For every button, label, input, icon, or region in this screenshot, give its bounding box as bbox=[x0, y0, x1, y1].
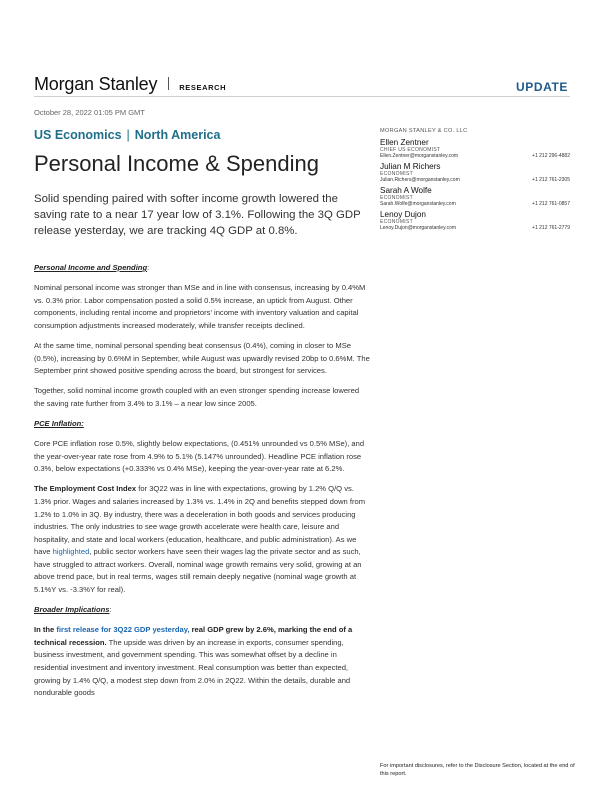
update-badge: UPDATE bbox=[515, 80, 568, 94]
eci-text-a: for 3Q22 was in line with expectations, growing by 1.2% Q/Q vs. 1.3% prior. Wages and salaries increased by 1.3% vs. 1.4% in 2Q and benefits stepped down from 1.2% to 1.0% in 3Q. By industry, there was a deceleration in both goods and services producing industries. The only industries to see wage growth accelerate were health care, leisure and hospitality, and state and local workers (education, healthcare, and public administration). As we have bbox=[34, 484, 366, 557]
heading-text: Broader Implications bbox=[34, 605, 110, 615]
section-heading-pce bbox=[34, 418, 370, 431]
contact-name: Lenoy Dujon bbox=[380, 210, 426, 219]
contact-sarah-wolfe bbox=[380, 186, 570, 207]
morgan-stanley-logo: Morgan Stanley bbox=[34, 74, 158, 94]
report-title: Personal Income & Spending bbox=[34, 151, 319, 176]
report-body bbox=[34, 262, 370, 707]
contact-email[interactable]: Sarah.Wolfe@morganstanley.com bbox=[380, 201, 456, 207]
contact-role: CHIEF US ECONOMIST bbox=[380, 147, 441, 153]
report-header bbox=[34, 128, 364, 239]
heading-text: PCE Inflation: bbox=[34, 418, 84, 428]
contact-phone: +1 212 761-2305 bbox=[532, 177, 570, 183]
paragraph-pce: Core PCE inflation rose 0.5%, slightly below expectations, (0.451% unrounded vs 0.5% MSe), and the year-over-year rate rose from 4.9% to 5.1% (5.147% unrounded). Headline PCE inflation rose 0.3%, below expectations (+0.333% vs 0.4% MSe), keeping the year-over-year rate at 6.2%. bbox=[34, 439, 365, 474]
contact-role: ECONOMIST bbox=[380, 195, 413, 201]
masthead bbox=[34, 74, 226, 95]
header-rule bbox=[34, 96, 570, 97]
analyst-contacts bbox=[380, 128, 570, 234]
contact-name: Sarah A Wolfe bbox=[380, 186, 432, 195]
heading-text: Personal Income and Spending bbox=[34, 263, 148, 272]
disclosure-note: For important disclosures, refer to the Disclosure Section, located at the end of this report. bbox=[380, 763, 575, 777]
category-separator: | bbox=[126, 128, 130, 142]
contact-role: ECONOMIST bbox=[380, 171, 413, 177]
heading-suffix: : bbox=[147, 263, 150, 272]
contact-name: Julian M Richers bbox=[380, 162, 441, 171]
category-us-economics[interactable]: US Economics bbox=[34, 128, 122, 142]
contact-phone: +1 212 761-0857 bbox=[532, 201, 570, 207]
masthead-divider bbox=[168, 77, 169, 90]
eci-text-b: , public sector workers have seen their wages lag the private sector and as such, have struggled to attract workers. Overall, nominal wage growth remains very solid, growing at an above trend pace, but in real terms, wages still remain deeply negative (nominal wage growth at 5.1%Y vs. -3.3%Y for real). bbox=[34, 547, 362, 595]
paragraph-spending: At the same time, nominal personal spending beat consensus (0.4%), coming in closer to MSe (0.5%), increasing by 0.6%M in September, while August was upwardly revised 20bp to 0.6%M. The September print showed positive spending across the board, but strongest for services. bbox=[34, 340, 370, 376]
contact-julian-richers bbox=[380, 162, 570, 183]
contact-phone: +1 212 296-4882 bbox=[532, 153, 570, 159]
contact-role: ECONOMIST bbox=[380, 219, 413, 225]
gdp-release-link[interactable]: first release for 3Q22 GDP yesterday, bbox=[56, 625, 190, 635]
paragraph-eci bbox=[34, 483, 370, 596]
contact-phone: +1 212 761-2779 bbox=[532, 225, 570, 231]
contact-lenoy-dujon bbox=[380, 210, 570, 231]
contact-email[interactable]: Lenoy.Dujon@morganstanley.com bbox=[380, 225, 457, 231]
research-label: RESEARCH bbox=[179, 83, 227, 92]
gdp-bold-a: In the bbox=[34, 625, 57, 635]
category-north-america[interactable]: North America bbox=[134, 128, 221, 142]
section-heading-income bbox=[34, 262, 370, 275]
publish-date: October 28, 2022 01:05 PM GMT bbox=[34, 108, 145, 117]
report-summary: Solid spending paired with softer income growth lowered the saving rate to a near 17 year low of 3.1%. Following the 3Q GDP release yesterday, we are tracking 4Q GDP at 0.8%. bbox=[34, 193, 361, 237]
gdp-bold-b: real GDP grew by 2.6%, marking the end of a technical recession. bbox=[34, 625, 353, 647]
eci-bold: The Employment Cost Index bbox=[34, 484, 137, 494]
contact-name: Ellen Zentner bbox=[380, 138, 429, 147]
gdp-text: The upside was driven by an increase in exports, consumer spending, business investment, and government spending. This was somewhat offset by a decline in residential investment and inventory investment. Real consumption was better than expected, growing by 1.4% Q/Q, a modest step down from 2.0% in 2Q22. Within the details, durable and nondurable goods bbox=[34, 637, 351, 698]
paragraph-saving-rate: Together, solid nominal income growth coupled with an even stronger spending increase lowered the saving rate further from 3.4% to 3.1% – a near low since 2005. bbox=[34, 386, 360, 408]
highlighted-link[interactable]: highlighted bbox=[52, 547, 90, 557]
category-line bbox=[34, 128, 364, 142]
heading-suffix: : bbox=[109, 605, 112, 615]
paragraph-gdp bbox=[34, 624, 370, 700]
paragraph-income: Nominal personal income was stronger than MSe and in line with consensus, increasing by 0.4%M vs. 0.3% prior. Labor compensation posted a solid 0.5% increase, an uptick from August. Other components, including rental income and proprietors' income with inventory valuation and capital consumption adjustments increased moderately, while transfer receipts declined. bbox=[34, 283, 366, 330]
contact-email[interactable]: Julian.Richers@morganstanley.com bbox=[380, 177, 460, 183]
section-heading-implications bbox=[34, 604, 370, 617]
contact-email[interactable]: Ellen.Zentner@morganstanley.com bbox=[380, 153, 459, 159]
contact-ellen-zentner bbox=[380, 138, 570, 159]
firm-name: MORGAN STANLEY & CO. LLC bbox=[380, 128, 468, 134]
